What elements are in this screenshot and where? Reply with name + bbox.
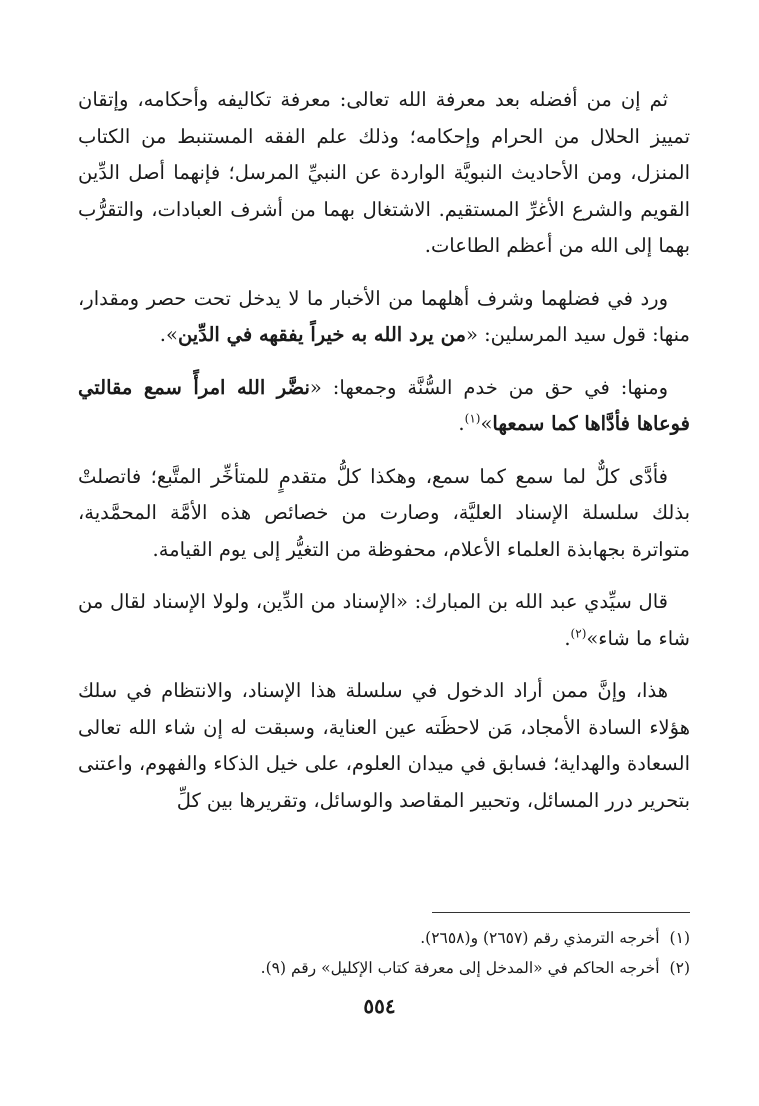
footnote-ref: (١) xyxy=(464,411,481,426)
footnote-text: أخرجه الترمذي رقم (٢٦٥٧) و(٢٦٥٨). xyxy=(420,929,660,947)
text-segment: هذا، وإنَّ ممن أراد الدخول في سلسلة هذا الإسناد، والانتظام في سلك هؤلاء السادة الأمجاد، مَن لاحظَته عين العناية، وسبقت له إن شاء الله تعالى السعادة والهداية؛ فسابق في ميدان العلوم، على خيل الذكاء والفهوم، واعتنى بتحرير درر المسائل، وتحبير المقاصد والوسائل، وتقريرها بين كلِّ xyxy=(78,679,690,812)
paragraph xyxy=(78,370,690,443)
paragraph xyxy=(78,281,690,354)
text-segment: ». xyxy=(159,323,178,346)
paragraph xyxy=(78,584,690,657)
paragraph xyxy=(78,459,690,569)
paragraph xyxy=(78,673,690,819)
text-segment: ثم إن من أفضله بعد معرفة الله تعالى: معرفة تكاليفه وأحكامه، وإتقان تمييز الحلال من الحرام وإحكامه؛ وذلك علم الفقه المستنبط من الكتاب المنزل، ومن الأحاديث النبويَّة الواردة عن النبيِّ المرسل؛ فإنهما أصل الدِّين القويم والشرع الأغرِّ المستقيم. الاشتغال بهما من أشرف العبادات، والتقرُّب بهما إلى الله من أعظم الطاعات. xyxy=(78,88,690,257)
footnote-number: (٢) xyxy=(669,959,690,977)
page-number: ٥٥٤ xyxy=(363,994,396,1018)
main-text xyxy=(78,82,690,835)
text-segment: » xyxy=(480,412,493,435)
footnote-2 xyxy=(78,953,690,983)
footnote-ref: (٢) xyxy=(570,626,587,640)
footnote-number: (١) xyxy=(669,929,690,947)
footnotes xyxy=(78,923,690,983)
paragraph xyxy=(78,82,690,265)
text-segment: قال سيِّدي عبد الله بن المبارك: «الإسناد من الدِّين، ولولا الإسناد لقال من شاء ما شاء» xyxy=(78,590,690,650)
text-segment: ورد في فضلهما وشرف أهلهما من الأخبار ما لا يدخل تحت حصر ومقدار، منها: قول سيد المرسلين: « xyxy=(78,286,690,346)
hadith-quote: من يرد الله به خيراً يفقهه في الدِّين xyxy=(177,323,466,346)
footnote-1 xyxy=(78,923,690,953)
hadith-quote: نضَّر الله امرأً سمع مقالتي فوعاها فأدَّاها كما سمعها xyxy=(78,375,690,435)
text-segment: ومنها: في حق من خدم السُّنَّة وجمعها: « xyxy=(309,375,668,399)
text-segment: . xyxy=(564,626,571,650)
text-segment: . xyxy=(458,412,465,435)
text-segment: فأدَّى كلٌّ لما سمع كما سمع، وهكذا كلُّ متقدمٍ للمتأخِّر المتَّبع؛ فاتصلتْ بذلك سلسلة الإسناد العليَّة، وصارت من خصائص هذه الأمَّة المحمَّدية، متواترة بجهابذة العلماء الأعلام، محفوظة من التغيُّر إلى يوم القيامة. xyxy=(78,464,690,561)
footnote-divider xyxy=(432,912,690,913)
footnote-text: أخرجه الحاكم في «المدخل إلى معرفة كتاب الإكليل» رقم (٩). xyxy=(260,959,660,977)
